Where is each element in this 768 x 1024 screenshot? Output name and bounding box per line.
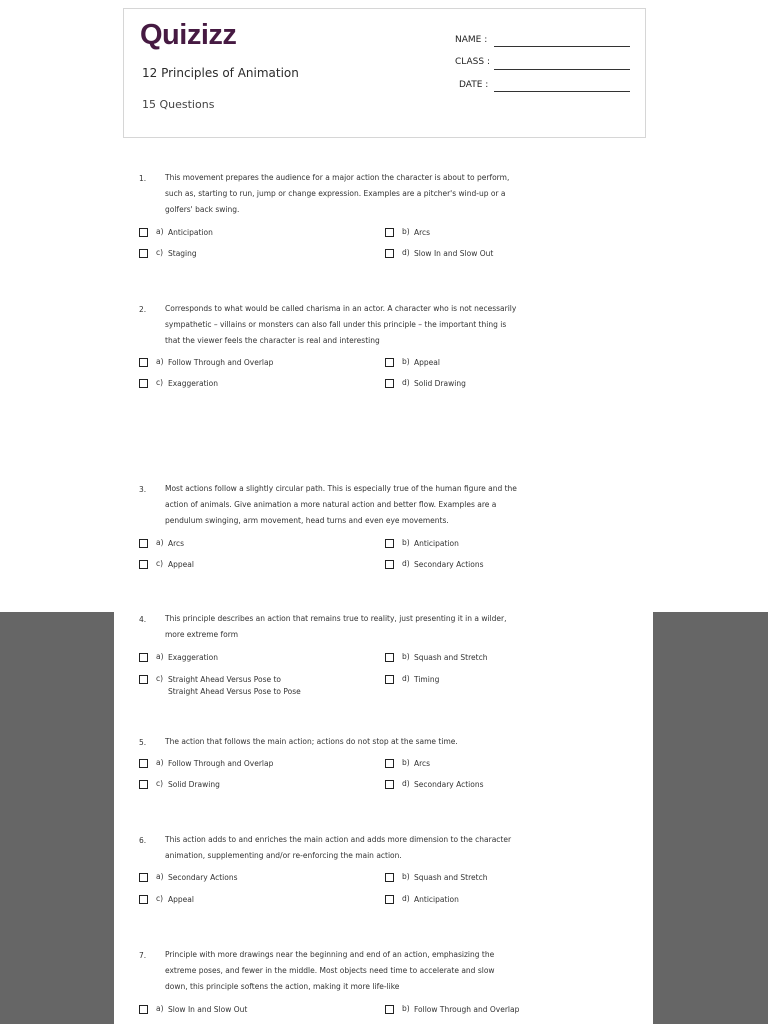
option-letter: a) — [156, 652, 164, 661]
checkbox[interactable] — [385, 539, 394, 548]
option-letter: c) — [156, 559, 164, 568]
question-text — [165, 947, 525, 995]
option-letter: b) — [402, 227, 410, 236]
question-text-line: down, this principle softens the action, making it more life-like — [165, 982, 400, 991]
option-text: Anticipation — [414, 895, 459, 904]
option-text: Secondary Actions — [414, 780, 484, 789]
checkbox[interactable] — [139, 249, 148, 258]
option-text: Staging — [168, 249, 197, 258]
option-text — [168, 674, 301, 698]
option-text: Follow Through and Overlap — [168, 358, 274, 367]
option-letter: a) — [156, 1004, 164, 1013]
checkbox[interactable] — [139, 780, 148, 789]
checkbox[interactable] — [139, 759, 148, 768]
checkbox[interactable] — [385, 759, 394, 768]
checkbox[interactable] — [139, 675, 148, 684]
checkbox[interactable] — [139, 873, 148, 882]
option-letter: d) — [402, 674, 410, 683]
question-number: 6. — [139, 836, 147, 845]
option-letter: b) — [402, 357, 410, 366]
quizizz-logo: Quizizz — [140, 19, 237, 51]
checkbox[interactable] — [385, 895, 394, 904]
option-text: Arcs — [414, 228, 431, 237]
option-letter: b) — [402, 538, 410, 547]
question-number: 7. — [139, 951, 147, 960]
question-text-line: animation, supplementing and/or re-enforcing the main action. — [165, 851, 402, 860]
question-text — [165, 832, 525, 864]
checkbox[interactable] — [385, 653, 394, 662]
option-letter: c) — [156, 248, 164, 257]
checkbox[interactable] — [385, 228, 394, 237]
option-letter: d) — [402, 248, 410, 257]
question-text-line: pendulum swinging, arm movement, head turns and even eye movements. — [165, 516, 449, 525]
checkbox[interactable] — [385, 560, 394, 569]
option-text: Squash and Stretch — [414, 873, 488, 882]
option-text: Exaggeration — [168, 379, 218, 388]
date-line[interactable] — [494, 91, 630, 92]
background-right — [653, 612, 768, 1024]
option-text: Secondary Actions — [168, 873, 238, 882]
option-text: Arcs — [168, 539, 185, 548]
option-text: Appeal — [168, 560, 194, 569]
checkbox[interactable] — [139, 895, 148, 904]
checkbox[interactable] — [385, 873, 394, 882]
option-letter: a) — [156, 758, 164, 767]
class-line[interactable] — [494, 69, 630, 70]
question-number: 5. — [139, 738, 147, 747]
class-label: CLASS : — [455, 57, 490, 67]
question-text — [165, 481, 525, 529]
option-text: Timing — [414, 675, 440, 684]
name-label: NAME : — [455, 35, 488, 45]
option-text: Squash and Stretch — [414, 653, 488, 662]
option-letter: c) — [156, 894, 164, 903]
question-text — [165, 611, 525, 643]
question-text — [165, 734, 525, 750]
question-text-line: Principle with more drawings near the beginning and end of an action, emphasizing the — [165, 950, 495, 959]
checkbox[interactable] — [139, 228, 148, 237]
worksheet-header — [123, 8, 646, 138]
question-text-line: This movement prepares the audience for a major action the character is about to perform, — [165, 173, 510, 182]
name-line[interactable] — [494, 46, 630, 47]
option-text: Arcs — [414, 759, 431, 768]
option-text: Appeal — [168, 895, 194, 904]
option-text: Secondary Actions — [414, 560, 484, 569]
question-text-line: extreme poses, and fewer in the middle. Most objects need time to accelerate and slow — [165, 966, 495, 975]
option-text-line: Straight Ahead Versus Pose to Pose — [168, 687, 301, 696]
checkbox[interactable] — [139, 1005, 148, 1014]
background-left — [0, 612, 114, 1024]
option-letter: c) — [156, 674, 164, 683]
checkbox[interactable] — [385, 675, 394, 684]
checkbox[interactable] — [139, 653, 148, 662]
option-letter: d) — [402, 559, 410, 568]
option-text: Slow In and Slow Out — [414, 249, 494, 258]
question-text-line: The action that follows the main action; actions do not stop at the same time. — [165, 737, 458, 746]
checkbox[interactable] — [139, 539, 148, 548]
option-letter: b) — [402, 872, 410, 881]
option-text: Follow Through and Overlap — [168, 759, 274, 768]
question-number: 4. — [139, 615, 147, 624]
checkbox[interactable] — [385, 780, 394, 789]
question-text-line: action of animals. Give animation a more natural action and better flow. Examples are a — [165, 500, 497, 509]
question-count: 15 Questions — [142, 98, 215, 111]
option-letter: c) — [156, 779, 164, 788]
option-letter: a) — [156, 227, 164, 236]
option-text: Slow In and Slow Out — [168, 1005, 248, 1014]
option-text: Appeal — [414, 358, 440, 367]
option-letter: a) — [156, 538, 164, 547]
option-letter: d) — [402, 779, 410, 788]
option-text: Solid Drawing — [168, 780, 220, 789]
question-text-line: Most actions follow a slightly circular path. This is especially true of the human figure and the — [165, 484, 517, 493]
question-text-line: that the viewer feels the character is real and interesting — [165, 336, 380, 345]
checkbox[interactable] — [139, 560, 148, 569]
checkbox[interactable] — [139, 379, 148, 388]
option-text: Solid Drawing — [414, 379, 466, 388]
question-number: 1. — [139, 174, 147, 183]
option-letter: a) — [156, 357, 164, 366]
question-text-line: This action adds to and enriches the main action and adds more dimension to the character — [165, 835, 512, 844]
question-text-line: Corresponds to what would be called charisma in an actor. A character who is not necessarily — [165, 304, 517, 313]
option-letter: c) — [156, 378, 164, 387]
checkbox[interactable] — [139, 358, 148, 367]
option-text: Anticipation — [414, 539, 459, 548]
option-letter: b) — [402, 652, 410, 661]
option-letter: a) — [156, 872, 164, 881]
checkbox[interactable] — [385, 249, 394, 258]
worksheet-title: 12 Principles of Animation — [142, 66, 299, 80]
option-text: Anticipation — [168, 228, 213, 237]
checkbox[interactable] — [385, 1005, 394, 1014]
option-text-line: Straight Ahead Versus Pose to — [168, 675, 282, 684]
question-text-line: more extreme form — [165, 630, 238, 639]
question-text-line: golfers' back swing. — [165, 205, 240, 214]
checkbox[interactable] — [385, 379, 394, 388]
question-number: 2. — [139, 305, 147, 314]
question-text — [165, 301, 525, 349]
option-letter: b) — [402, 758, 410, 767]
question-text-line: such as, starting to run, jump or change expression. Examples are a pitcher's wind-up or a — [165, 189, 506, 198]
option-letter: d) — [402, 378, 410, 387]
option-letter: d) — [402, 894, 410, 903]
option-text: Follow Through and Overlap — [414, 1005, 520, 1014]
option-text: Exaggeration — [168, 653, 218, 662]
question-text-line: sympathetic – villains or monsters can also fall under this principle – the important thing is — [165, 320, 507, 329]
question-text-line: This principle describes an action that remains true to reality, just presenting it in a wilder, — [165, 614, 507, 623]
checkbox[interactable] — [385, 358, 394, 367]
question-text — [165, 170, 525, 218]
date-label: DATE : — [459, 80, 489, 90]
option-letter: b) — [402, 1004, 410, 1013]
question-number: 3. — [139, 485, 147, 494]
